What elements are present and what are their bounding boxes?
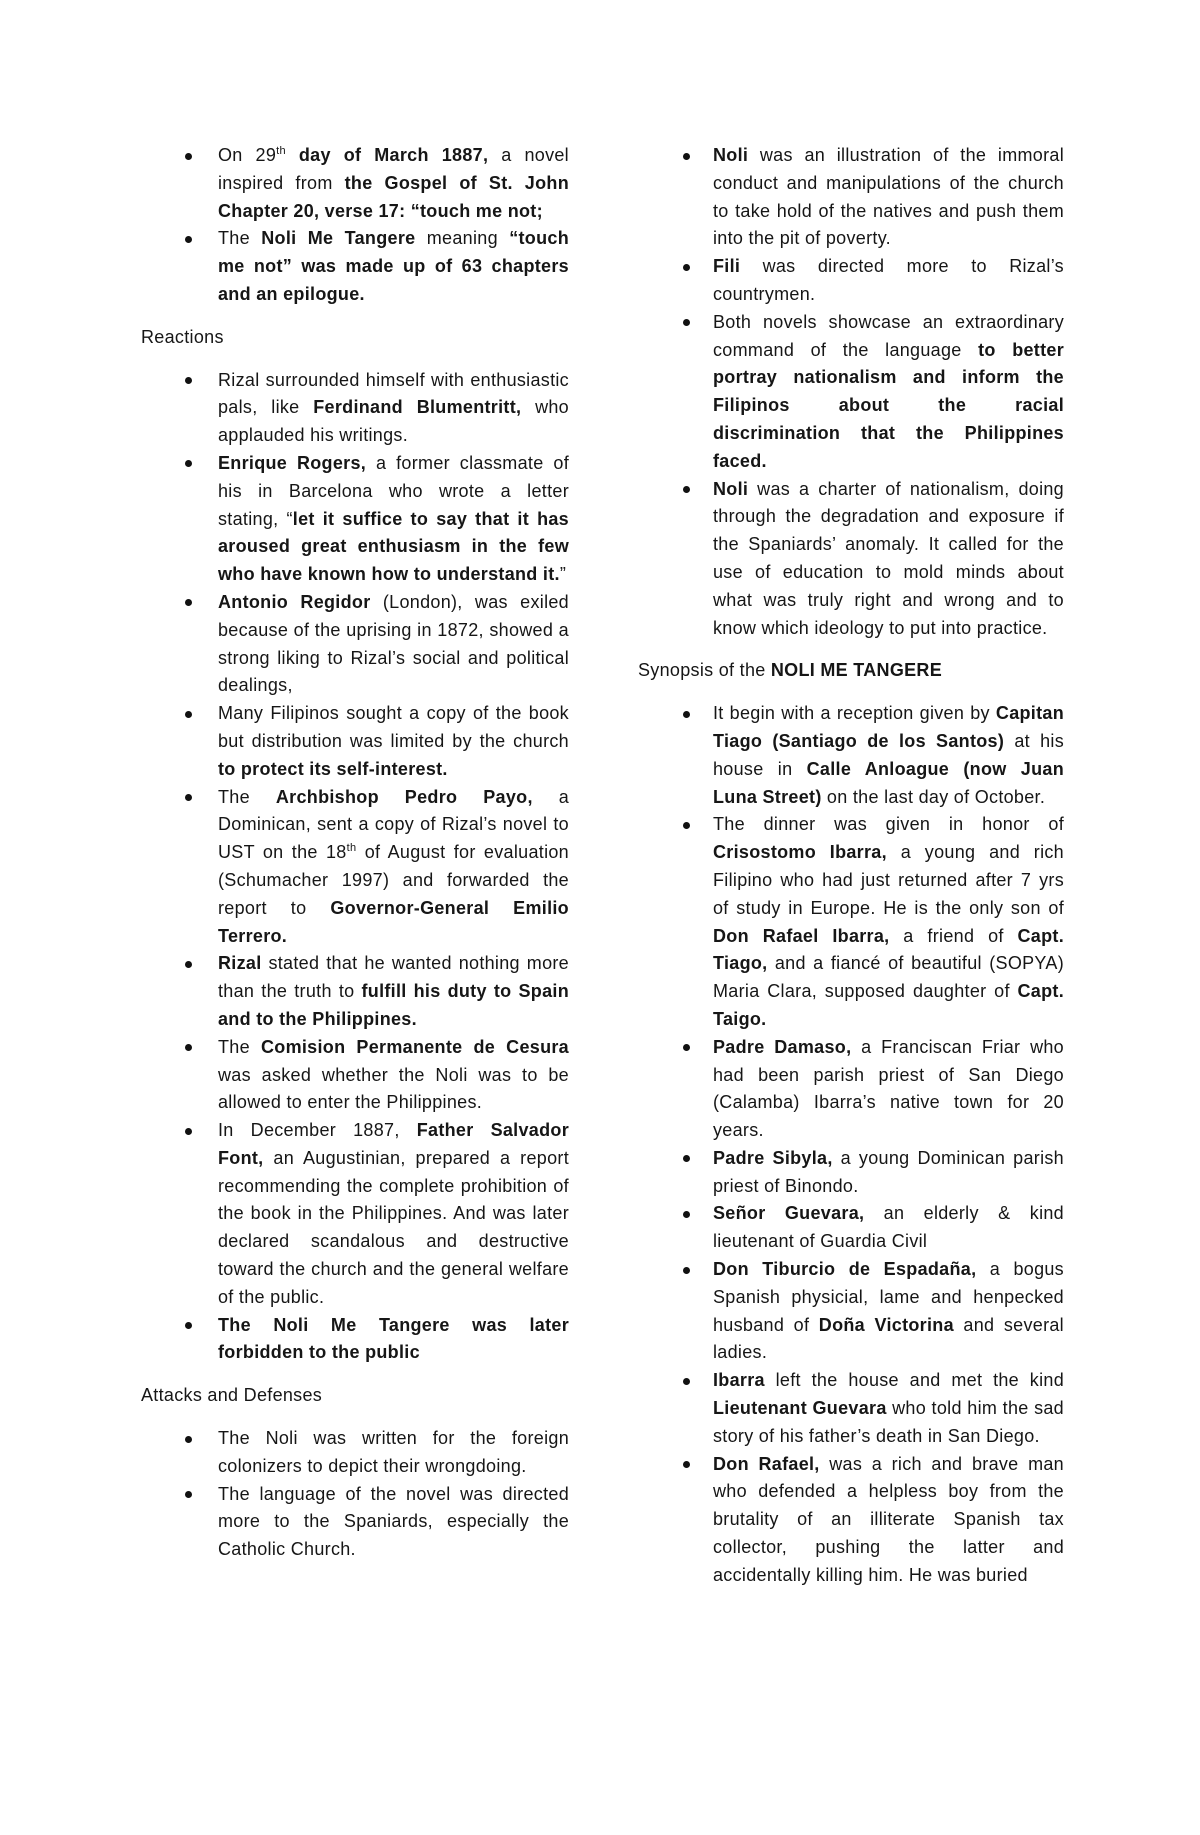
text-run: The <box>218 786 276 807</box>
bullet-icon <box>185 711 192 718</box>
bullet-item <box>141 950 569 1033</box>
bold-text: Enrique Rogers, <box>218 452 367 473</box>
item-text <box>218 1034 569 1117</box>
item-text <box>218 700 569 783</box>
item-text <box>713 1034 1064 1145</box>
text-run: was directed more to Rizal’s countrymen. <box>713 256 1064 304</box>
bullet-icon <box>683 319 690 326</box>
bold-text: The Noli Me Tangere was later forbidden to the public <box>218 1314 569 1363</box>
bullet-item <box>141 1481 569 1564</box>
bold-text: NOLI ME TANGERE <box>770 660 943 681</box>
text-run: and a fiancé of beautiful (SOPYA) Maria Clara, supposed daughter of <box>713 953 1064 1002</box>
bullet-icon <box>683 1461 690 1468</box>
text-run: Synopsis of the <box>638 660 771 681</box>
bullet-icon <box>185 377 192 384</box>
text-run: of August for evaluation (Schumacher 1997) and forwarded the report to <box>218 842 569 918</box>
bold-text: Don Rafael, <box>713 1453 820 1474</box>
text-run: an elderly & kind lieutenant of Guardia Civil <box>713 1203 1064 1252</box>
text-run: a young and rich Filipino who had just returned after 7 yrs of study in Europe. He is the only son of <box>713 842 1064 918</box>
bullet-item <box>638 1256 1064 1367</box>
bullet-item <box>638 309 1064 476</box>
text-run: was asked whether the Noli was to be allowed to enter the Philippines. <box>218 1064 569 1113</box>
item-text <box>713 253 1064 309</box>
bullet-item <box>638 1367 1064 1450</box>
text-run: meaning <box>415 228 510 249</box>
right-column <box>638 142 1064 1590</box>
bullet-item <box>141 700 569 783</box>
item-text <box>713 700 1064 811</box>
heading-text <box>141 1382 569 1410</box>
text-run: (London), was exiled because of the uprising in 1872, showed a strong liking to Rizal’s social and political dealings, <box>218 591 569 696</box>
text-run: The <box>218 1036 261 1057</box>
bullet-icon <box>185 794 192 801</box>
text-run: Both novels showcase an extraordinary command of the language <box>713 311 1064 360</box>
text-run: a former classmate of his in Barcelona who wrote a letter stating, “ <box>218 452 569 529</box>
heading-text <box>141 324 569 352</box>
bullet-item <box>141 1425 569 1481</box>
bullet-item <box>638 142 1064 253</box>
bold-text: to better portray nationalism and inform the Filipinos about the racial discrimination that the Philippines faced. <box>713 339 1064 471</box>
text-run: was a rich and brave man who defended a helpless boy from the brutality of an illiterate Spanish tax collector, pushing the latter and accidentally killing him. He was buried <box>713 1453 1064 1585</box>
text-run: Reactions <box>141 326 224 347</box>
text-run <box>286 145 299 165</box>
text-run: a Franciscan Friar who had been parish priest of San Diego (Calamba) Ibarra’s native town for 20 years. <box>713 1036 1064 1141</box>
text-run: on the last day of October. <box>821 786 1046 807</box>
heading-text <box>638 657 1064 685</box>
item-text <box>218 367 569 450</box>
item-text <box>218 450 569 589</box>
bold-text: Antonio Regidor <box>218 591 371 612</box>
item-text <box>713 1367 1064 1450</box>
bullet-icon <box>683 1155 690 1162</box>
item-text <box>713 811 1064 1033</box>
text-run: a young Dominican parish priest of Binondo. <box>713 1147 1064 1196</box>
bullet-item <box>638 1034 1064 1145</box>
bold-text: fulfill his duty to Spain and to the Philippines. <box>218 981 569 1029</box>
text-run: The dinner was given in honor of <box>713 814 1064 835</box>
bold-text: Governor-General Emilio Terrero. <box>218 897 569 946</box>
bullet-item <box>141 367 569 450</box>
bullet-icon <box>185 599 192 606</box>
item-text <box>218 1312 569 1368</box>
bullet-icon <box>185 1491 192 1498</box>
bullet-item <box>638 1145 1064 1201</box>
text-run: a friend of <box>889 925 1018 946</box>
item-text <box>218 784 569 951</box>
bold-text: Ibarra <box>713 1370 765 1391</box>
bold-text: Archbishop Pedro Payo, <box>275 786 533 807</box>
text-run: a bogus Spanish physicial, lame and henpecked husband of <box>713 1259 1064 1335</box>
bold-text: Noli <box>713 478 749 499</box>
bold-text: Capt. Taigo. <box>713 981 1064 1029</box>
bold-text: Don Rafael Ibarra, <box>713 925 890 946</box>
bold-text: Father Salvador Font, <box>218 1120 570 1168</box>
bullet-item <box>141 450 569 589</box>
text-run: The Noli was written for the foreign colonizers to depict their wrongdoing. <box>218 1428 569 1476</box>
bullet-icon <box>185 1128 192 1135</box>
bold-text: Don Tiburcio de Espadaña, <box>713 1259 977 1280</box>
bold-text: Fili <box>713 256 741 277</box>
text-run: and several ladies. <box>713 1314 1064 1363</box>
section-heading <box>141 1382 569 1410</box>
text-run: stated that he wanted nothing more than the truth to <box>218 953 569 1002</box>
text-run: In December 1887, <box>218 1120 417 1141</box>
item-text <box>218 1481 569 1564</box>
bullet-icon <box>683 711 690 718</box>
bold-text: “touch me not” was made up of 63 chapters and an epilogue. <box>218 228 569 304</box>
bullet-item <box>141 1117 569 1312</box>
bold-text: Padre Damaso, <box>713 1036 852 1057</box>
superscript-text: th <box>346 842 357 855</box>
bullet-icon <box>185 236 192 243</box>
bold-text: Comision Permanente de Cesura <box>260 1036 569 1057</box>
item-text <box>218 950 569 1033</box>
section-heading <box>141 324 569 352</box>
bullet-icon <box>683 1044 690 1051</box>
text-run: It begin with a reception given by <box>713 703 996 724</box>
bold-text: Calle Anloague (now Juan Luna Street) <box>713 758 1064 807</box>
bullet-item <box>638 1200 1064 1256</box>
bold-text: Rizal <box>218 953 262 974</box>
bold-text: day of March 1887, <box>298 145 489 165</box>
bullet-item <box>638 700 1064 811</box>
bullet-icon <box>185 961 192 968</box>
bullet-icon <box>683 153 690 160</box>
bullet-icon <box>683 1267 690 1274</box>
bullet-item <box>638 811 1064 1033</box>
item-text <box>218 225 569 308</box>
bullet-icon <box>185 1322 192 1329</box>
bullet-icon <box>683 822 690 829</box>
bullet-icon <box>185 460 192 467</box>
bullet-item <box>141 225 569 308</box>
item-text <box>713 476 1064 643</box>
bullet-item <box>141 1034 569 1117</box>
text-run: was an illustration of the immoral conduct and manipulations of the church to take hold of the natives and push them into the pit of poverty. <box>713 145 1064 249</box>
item-text <box>218 589 569 700</box>
item-text <box>218 142 569 225</box>
bullet-icon <box>683 1378 690 1385</box>
bullet-item <box>638 253 1064 309</box>
superscript-text: th <box>276 145 286 157</box>
text-run: left the house and met the kind <box>764 1370 1064 1391</box>
bold-text: to protect its self-interest. <box>218 758 448 779</box>
bold-text: Lieutenant Guevara <box>713 1398 887 1419</box>
left-column <box>141 142 569 1564</box>
bullet-icon <box>185 1436 192 1443</box>
item-text <box>713 1200 1064 1256</box>
bullet-item <box>141 142 569 225</box>
text-run: Many Filipinos sought a copy of the book but distribution was limited by the church <box>218 703 569 751</box>
text-run: who told him the sad story of his father’s death in San Diego. <box>713 1398 1064 1446</box>
text-run: The <box>218 228 262 249</box>
item-text <box>713 142 1064 253</box>
bullet-icon <box>185 1044 192 1051</box>
bold-text: Padre Sibyla, <box>713 1147 833 1168</box>
item-text <box>713 1145 1064 1201</box>
bold-text: Capt. Tiago, <box>713 925 1064 974</box>
item-text <box>218 1425 569 1481</box>
bold-text: Noli <box>713 145 749 165</box>
text-run: Rizal surrounded himself with enthusiastic pals, like <box>218 369 569 418</box>
text-run: who applauded his writings. <box>218 397 569 446</box>
item-text <box>218 1117 569 1312</box>
bold-text: Señor Guevara, <box>713 1203 865 1224</box>
text-run: a novel inspired from <box>218 145 569 193</box>
text-run: On 29 <box>218 145 277 165</box>
bold-text: Capitan Tiago (Santiago de los Santos) <box>713 703 1064 751</box>
item-text <box>713 1451 1064 1590</box>
bullet-item <box>638 1451 1064 1590</box>
bullet-icon <box>185 153 192 160</box>
bullet-item <box>141 784 569 951</box>
text-run: The language of the novel was directed more to the Spaniards, especially the Catholic Church. <box>218 1483 569 1560</box>
bold-text: the Gospel of St. John Chapter 20, verse 17: “touch me not; <box>218 172 569 221</box>
bold-text: Noli Me Tangere <box>261 228 416 249</box>
text-run: at his house in <box>713 730 1065 779</box>
section-heading <box>638 657 1064 685</box>
bullet-icon <box>683 264 690 271</box>
bullet-item <box>141 1312 569 1368</box>
text-run: a Dominican, sent a copy of Rizal’s novel to UST on the 18 <box>218 786 570 863</box>
text-run: an Augustinian, prepared a report recommending the complete prohibition of the book in the Philippines. And was later declared scandalous and destructive toward the church and the general welfare of the public. <box>218 1147 569 1307</box>
bullet-icon <box>683 486 690 493</box>
item-text <box>713 1256 1064 1367</box>
bold-text: Crisostomo Ibarra, <box>713 842 887 863</box>
text-run: Attacks and Defenses <box>141 1385 323 1406</box>
item-text <box>713 309 1064 476</box>
text-run: ” <box>559 564 567 585</box>
bold-text: let it suffice to say that it has aroused great enthusiasm in the few who have known how to understand it. <box>218 508 569 585</box>
bullet-item <box>141 589 569 700</box>
bullet-icon <box>683 1211 690 1218</box>
bold-text: Ferdinand Blumentritt, <box>313 397 522 418</box>
bold-text: Doña Victorina <box>818 1314 954 1335</box>
text-run: was a charter of nationalism, doing through the degradation and exposure if the Spaniards’ anomaly. It called for the use of education to mold minds about what was truly right and wrong and to know which ideology to put into practice. <box>713 478 1064 638</box>
bullet-item <box>638 476 1064 643</box>
